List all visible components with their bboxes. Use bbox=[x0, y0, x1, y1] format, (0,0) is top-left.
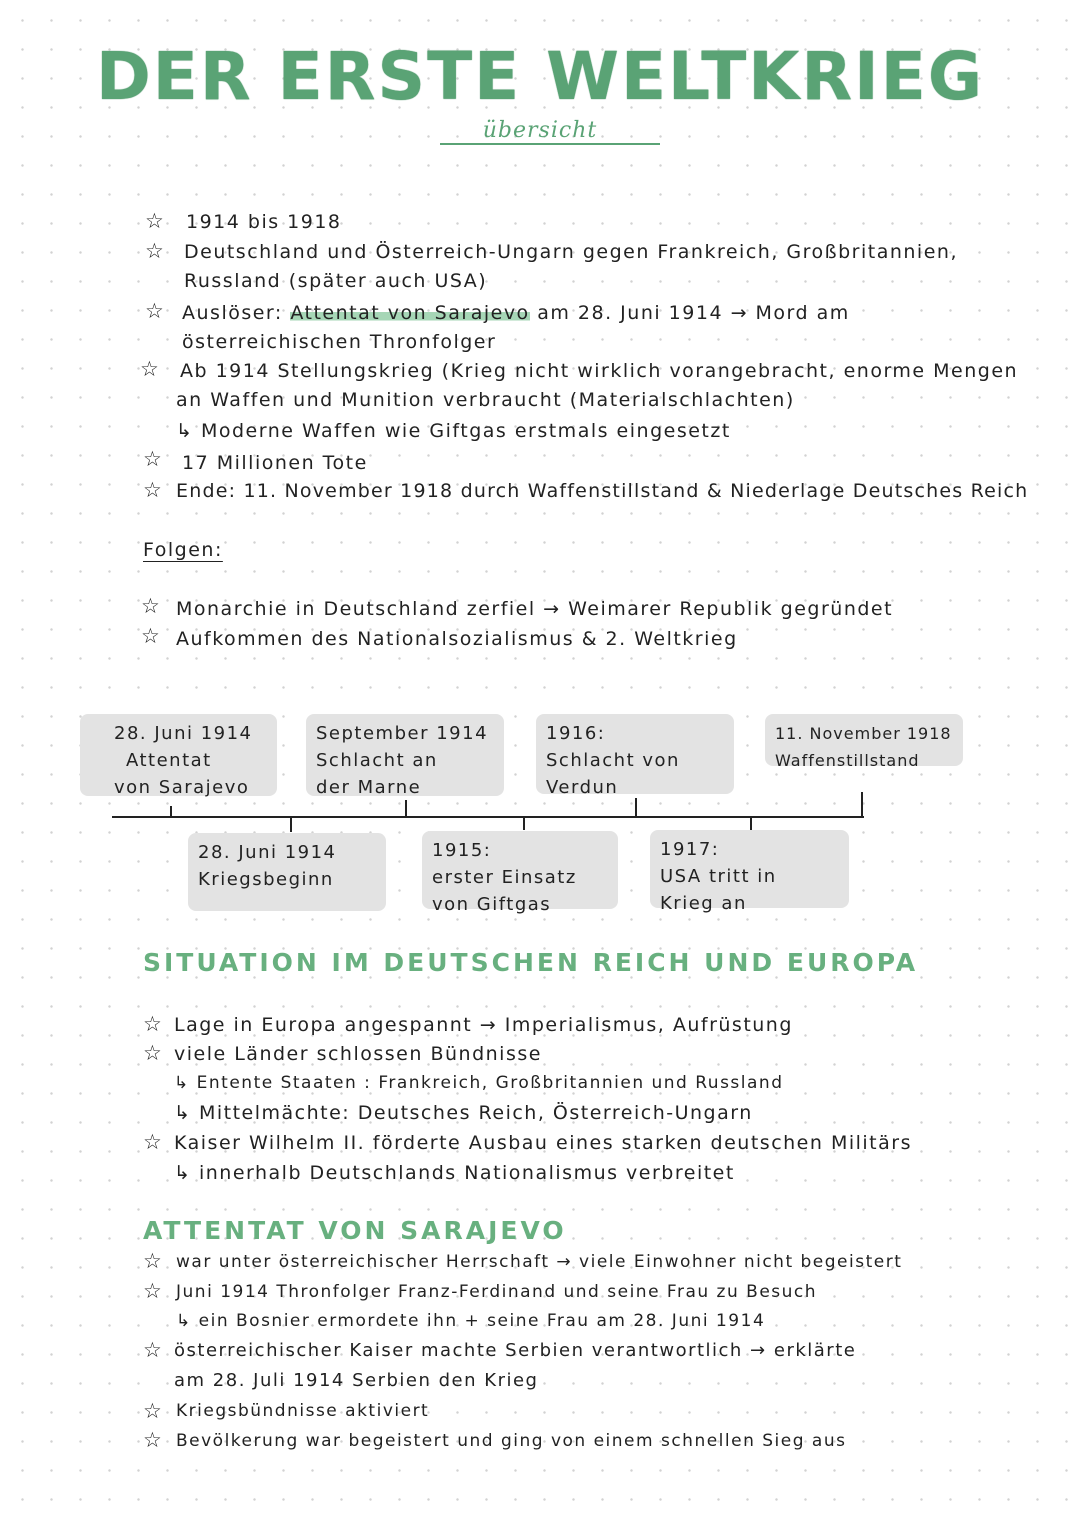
star-icon: ☆ bbox=[143, 1399, 162, 1423]
trigger-label: Auslöser: bbox=[182, 302, 283, 324]
star-icon: ☆ bbox=[143, 1428, 162, 1452]
event-text: Attentat bbox=[126, 750, 212, 771]
event-date: 1915: bbox=[432, 840, 492, 861]
star-icon: ☆ bbox=[143, 1279, 162, 1303]
situation-line: ↳ innerhalb Deutschlands Nationalismus verbreitet bbox=[174, 1162, 735, 1184]
overview-line: ↳ Moderne Waffen wie Giftgas erstmals eingesetzt bbox=[176, 420, 731, 442]
event-date: 28. Juni 1914 bbox=[198, 842, 337, 863]
section-heading: SITUATION IM DEUTSCHEN REICH UND EUROPA bbox=[143, 948, 919, 977]
star-icon: ☆ bbox=[143, 1338, 162, 1362]
attentat-line: Juni 1914 Thronfolger Franz-Ferdinand und seine Frau zu Besuch bbox=[176, 1282, 818, 1302]
star-icon: ☆ bbox=[145, 299, 164, 323]
star-icon: ☆ bbox=[143, 1012, 162, 1036]
attentat-line: österreichischer Kaiser machte Serbien verantwortlich → erklärte bbox=[174, 1340, 857, 1361]
overview-line: Deutschland und Österreich-Ungarn gegen Frankreich, Großbritannien, bbox=[184, 241, 958, 263]
event-text: Schlacht an bbox=[316, 750, 438, 771]
event-text: der Marne bbox=[316, 777, 422, 798]
attentat-line: Kriegsbündnisse aktiviert bbox=[176, 1401, 430, 1421]
page-title: DER ERSTE WELTKRIEG bbox=[95, 38, 984, 115]
timeline-event bbox=[765, 714, 963, 770]
event-date: 1916: bbox=[546, 723, 606, 744]
timeline-tick bbox=[635, 798, 637, 816]
folgen-item: Monarchie in Deutschland zerfiel → Weimarer Republik gegründet bbox=[176, 598, 894, 620]
timeline-tick bbox=[861, 792, 863, 816]
event-text: USA tritt in bbox=[660, 866, 777, 887]
timeline-event bbox=[650, 830, 849, 914]
overview-line: Ende: 11. November 1918 durch Waffenstillstand & Niederlage Deutsches Reich bbox=[176, 480, 1029, 502]
timeline-tick bbox=[405, 800, 407, 816]
event-text: Krieg an bbox=[660, 893, 747, 914]
overview-line: Ab 1914 Stellungskrieg (Krieg nicht wirklich vorangebracht, enorme Mengen bbox=[180, 360, 1019, 382]
event-date: September 1914 bbox=[316, 723, 489, 744]
situation-line: Kaiser Wilhelm II. förderte Ausbau eines starken deutschen Militärs bbox=[174, 1132, 912, 1154]
star-icon: ☆ bbox=[145, 239, 164, 263]
event-date: 1917: bbox=[660, 839, 720, 860]
event-text: Kriegsbeginn bbox=[198, 869, 334, 890]
situation-line: ↳ Entente Staaten : Frankreich, Großbritannien und Russland bbox=[174, 1073, 784, 1093]
timeline-event bbox=[422, 831, 618, 915]
overview-line bbox=[182, 302, 850, 324]
star-icon: ☆ bbox=[145, 209, 164, 233]
star-icon: ☆ bbox=[140, 357, 159, 381]
timeline-event bbox=[188, 833, 386, 911]
trigger-detail: am 28. Juni 1914 → Mord am bbox=[537, 302, 850, 324]
timeline-event bbox=[80, 714, 277, 796]
event-text: erster Einsatz bbox=[432, 867, 577, 888]
event-text: Schlacht von bbox=[546, 750, 680, 771]
section-heading: ATTENTAT VON SARAJEVO bbox=[143, 1216, 567, 1245]
overview-line: an Waffen und Munition verbraucht (Materialschlachten) bbox=[176, 389, 795, 411]
event-text: Waffenstillstand bbox=[775, 751, 920, 770]
event-text: von Giftgas bbox=[432, 894, 552, 915]
overview-line: 1914 bis 1918 bbox=[186, 211, 342, 233]
timeline-event bbox=[306, 714, 504, 796]
star-icon: ☆ bbox=[143, 1041, 162, 1065]
attentat-line: Bevölkerung war begeistert und ging von einem schnellen Sieg aus bbox=[176, 1431, 847, 1451]
star-icon: ☆ bbox=[141, 624, 160, 648]
overview-line: 17 Millionen Tote bbox=[182, 452, 368, 474]
situation-line: viele Länder schlossen Bündnisse bbox=[174, 1043, 542, 1065]
overview-line: Russland (später auch USA) bbox=[184, 270, 488, 292]
star-icon: ☆ bbox=[143, 447, 162, 471]
timeline-event bbox=[536, 714, 734, 798]
page-subtitle: übersicht bbox=[482, 118, 598, 143]
star-icon: ☆ bbox=[143, 1249, 162, 1273]
attentat-line: ↳ ein Bosnier ermordete ihn + seine Frau am 28. Juni 1914 bbox=[176, 1311, 766, 1331]
overview-line: österreichischen Thronfolger bbox=[182, 331, 497, 353]
event-date: 11. November 1918 bbox=[775, 724, 952, 743]
subtitle-underline bbox=[440, 143, 660, 145]
folgen-item: Aufkommen des Nationalsozialismus & 2. Weltkrieg bbox=[176, 628, 738, 650]
star-icon: ☆ bbox=[143, 478, 162, 502]
folgen-heading: Folgen: bbox=[143, 539, 223, 561]
timeline-tick bbox=[523, 818, 525, 830]
timeline-tick bbox=[290, 818, 292, 832]
star-icon: ☆ bbox=[141, 594, 160, 618]
situation-line: Lage in Europa angespannt → Imperialismus, Aufrüstung bbox=[174, 1014, 793, 1036]
star-icon: ☆ bbox=[143, 1130, 162, 1154]
event-text: Verdun bbox=[546, 777, 619, 798]
attentat-line: am 28. Juli 1914 Serbien den Krieg bbox=[174, 1370, 539, 1391]
timeline-tick bbox=[170, 806, 172, 816]
highlight-attentat: Attentat von Sarajevo bbox=[290, 302, 530, 324]
event-text: von Sarajevo bbox=[114, 777, 250, 798]
attentat-line: war unter österreichischer Herrschaft → viele Einwohner nicht begeistert bbox=[176, 1252, 903, 1272]
timeline-tick bbox=[750, 818, 752, 830]
situation-line: ↳ Mittelmächte: Deutsches Reich, Österreich-Ungarn bbox=[174, 1102, 753, 1124]
event-date: 28. Juni 1914 bbox=[114, 723, 253, 744]
